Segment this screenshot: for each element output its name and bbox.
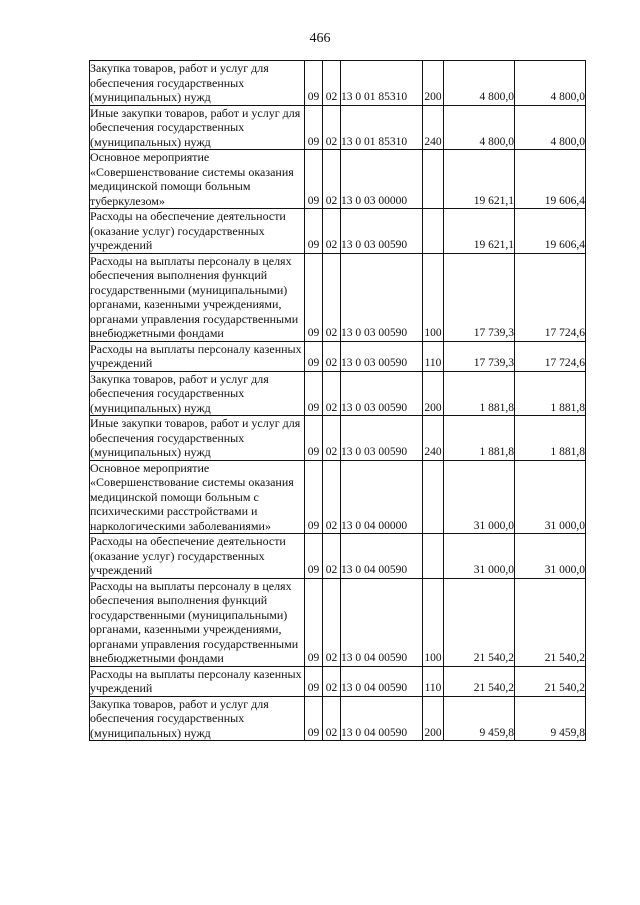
expense-type-cell: 100: [423, 253, 444, 341]
section-code-cell: 02: [323, 578, 341, 666]
ministry-code-cell: 09: [305, 666, 323, 696]
section-code-cell: 02: [323, 61, 341, 106]
row-name-cell: Расходы на обеспечение деятельности (оказание услуг) государственных учреждений: [90, 209, 305, 254]
table-row: [90, 666, 586, 696]
row-name-cell: Основное мероприятие «Совершенствование системы оказания медицинской помощи больным туберкулезом»: [90, 150, 305, 209]
section-code-cell: 02: [323, 534, 341, 579]
amount-year-2-cell: 9 459,8: [515, 696, 586, 741]
row-name-cell: Расходы на выплаты персоналу казенных учреждений: [90, 341, 305, 371]
section-code-cell: 02: [323, 253, 341, 341]
expense-type-cell: 110: [423, 666, 444, 696]
amount-year-1-cell: 9 459,8: [444, 696, 515, 741]
table-row: [90, 209, 586, 254]
section-code-cell: 02: [323, 696, 341, 741]
row-name-cell: Иные закупки товаров, работ и услуг для обеспечения государственных (муниципальных) нужд: [90, 416, 305, 461]
expense-type-cell: 110: [423, 341, 444, 371]
amount-year-2-cell: 17 724,6: [515, 253, 586, 341]
section-code-cell: 02: [323, 666, 341, 696]
amount-year-2-cell: 4 800,0: [515, 105, 586, 150]
table-row: [90, 696, 586, 741]
amount-year-1-cell: 31 000,0: [444, 534, 515, 579]
amount-year-1-cell: 17 739,3: [444, 253, 515, 341]
row-name-cell: Расходы на выплаты персоналу в целях обеспечения выполнения функций государственными (муниципальными) органами, казенными учреждениями, органами управления государственными внебюджетными фондами: [90, 578, 305, 666]
table-row: [90, 416, 586, 461]
table-row: [90, 150, 586, 209]
ministry-code-cell: 09: [305, 371, 323, 416]
amount-year-1-cell: 21 540,2: [444, 666, 515, 696]
target-article-cell: 13 0 03 00000: [341, 150, 423, 209]
ministry-code-cell: 09: [305, 578, 323, 666]
amount-year-1-cell: 17 739,3: [444, 341, 515, 371]
target-article-cell: 13 0 03 00590: [341, 416, 423, 461]
target-article-cell: 13 0 04 00590: [341, 578, 423, 666]
amount-year-2-cell: 1 881,8: [515, 416, 586, 461]
amount-year-1-cell: 1 881,8: [444, 416, 515, 461]
expense-type-cell: 240: [423, 416, 444, 461]
section-code-cell: 02: [323, 371, 341, 416]
target-article-cell: 13 0 04 00590: [341, 696, 423, 741]
section-code-cell: 02: [323, 209, 341, 254]
row-name-cell: Расходы на обеспечение деятельности (оказание услуг) государственных учреждений: [90, 534, 305, 579]
expense-type-cell: [423, 534, 444, 579]
ministry-code-cell: 09: [305, 341, 323, 371]
amount-year-2-cell: 19 606,4: [515, 150, 586, 209]
amount-year-1-cell: 19 621,1: [444, 150, 515, 209]
amount-year-1-cell: 4 800,0: [444, 105, 515, 150]
amount-year-2-cell: 31 000,0: [515, 534, 586, 579]
amount-year-2-cell: 4 800,0: [515, 61, 586, 106]
page-number: 466: [309, 31, 331, 46]
table-row: [90, 105, 586, 150]
ministry-code-cell: 09: [305, 150, 323, 209]
ministry-code-cell: 09: [305, 460, 323, 534]
amount-year-1-cell: 1 881,8: [444, 371, 515, 416]
expense-type-cell: 100: [423, 578, 444, 666]
amount-year-1-cell: 19 621,1: [444, 209, 515, 254]
expense-type-cell: [423, 460, 444, 534]
target-article-cell: 13 0 04 00000: [341, 460, 423, 534]
target-article-cell: 13 0 03 00590: [341, 371, 423, 416]
table-row: [90, 371, 586, 416]
section-code-cell: 02: [323, 460, 341, 534]
ministry-code-cell: 09: [305, 253, 323, 341]
table-row: [90, 534, 586, 579]
table-body: [90, 61, 586, 741]
section-code-cell: 02: [323, 416, 341, 461]
amount-year-2-cell: 19 606,4: [515, 209, 586, 254]
expense-type-cell: 200: [423, 371, 444, 416]
target-article-cell: 13 0 03 00590: [341, 341, 423, 371]
target-article-cell: 13 0 04 00590: [341, 666, 423, 696]
section-code-cell: 02: [323, 105, 341, 150]
ministry-code-cell: 09: [305, 416, 323, 461]
ministry-code-cell: 09: [305, 696, 323, 741]
amount-year-2-cell: 1 881,8: [515, 371, 586, 416]
target-article-cell: 13 0 03 00590: [341, 209, 423, 254]
table-row: [90, 253, 586, 341]
ministry-code-cell: 09: [305, 105, 323, 150]
row-name-cell: Расходы на выплаты персоналу казенных учреждений: [90, 666, 305, 696]
amount-year-2-cell: 17 724,6: [515, 341, 586, 371]
amount-year-1-cell: 21 540,2: [444, 578, 515, 666]
amount-year-2-cell: 21 540,2: [515, 666, 586, 696]
row-name-cell: Закупка товаров, работ и услуг для обеспечения государственных (муниципальных) нужд: [90, 696, 305, 741]
table-row: [90, 341, 586, 371]
table-row: [90, 578, 586, 666]
expense-type-cell: 240: [423, 105, 444, 150]
table-row: [90, 61, 586, 106]
amount-year-2-cell: 31 000,0: [515, 460, 586, 534]
budget-table: [89, 60, 586, 741]
target-article-cell: 13 0 01 85310: [341, 61, 423, 106]
target-article-cell: 13 0 03 00590: [341, 253, 423, 341]
amount-year-1-cell: 4 800,0: [444, 61, 515, 106]
section-code-cell: 02: [323, 341, 341, 371]
amount-year-1-cell: 31 000,0: [444, 460, 515, 534]
row-name-cell: Закупка товаров, работ и услуг для обеспечения государственных (муниципальных) нужд: [90, 371, 305, 416]
row-name-cell: Основное мероприятие «Совершенствование системы оказания медицинской помощи больным с психическими расстройствами и наркологическими заболеваниями»: [90, 460, 305, 534]
ministry-code-cell: 09: [305, 534, 323, 579]
target-article-cell: 13 0 04 00590: [341, 534, 423, 579]
table-row: [90, 460, 586, 534]
ministry-code-cell: 09: [305, 209, 323, 254]
target-article-cell: 13 0 01 85310: [341, 105, 423, 150]
expense-type-cell: [423, 209, 444, 254]
amount-year-2-cell: 21 540,2: [515, 578, 586, 666]
row-name-cell: Расходы на выплаты персоналу в целях обеспечения выполнения функций государственными (муниципальными) органами, казенными учреждениями, органами управления государственными внебюджетными фондами: [90, 253, 305, 341]
section-code-cell: 02: [323, 150, 341, 209]
expense-type-cell: 200: [423, 61, 444, 106]
expense-type-cell: [423, 150, 444, 209]
row-name-cell: Закупка товаров, работ и услуг для обеспечения государственных (муниципальных) нужд: [90, 61, 305, 106]
ministry-code-cell: 09: [305, 61, 323, 106]
row-name-cell: Иные закупки товаров, работ и услуг для обеспечения государственных (муниципальных) нужд: [90, 105, 305, 150]
expense-type-cell: 200: [423, 696, 444, 741]
